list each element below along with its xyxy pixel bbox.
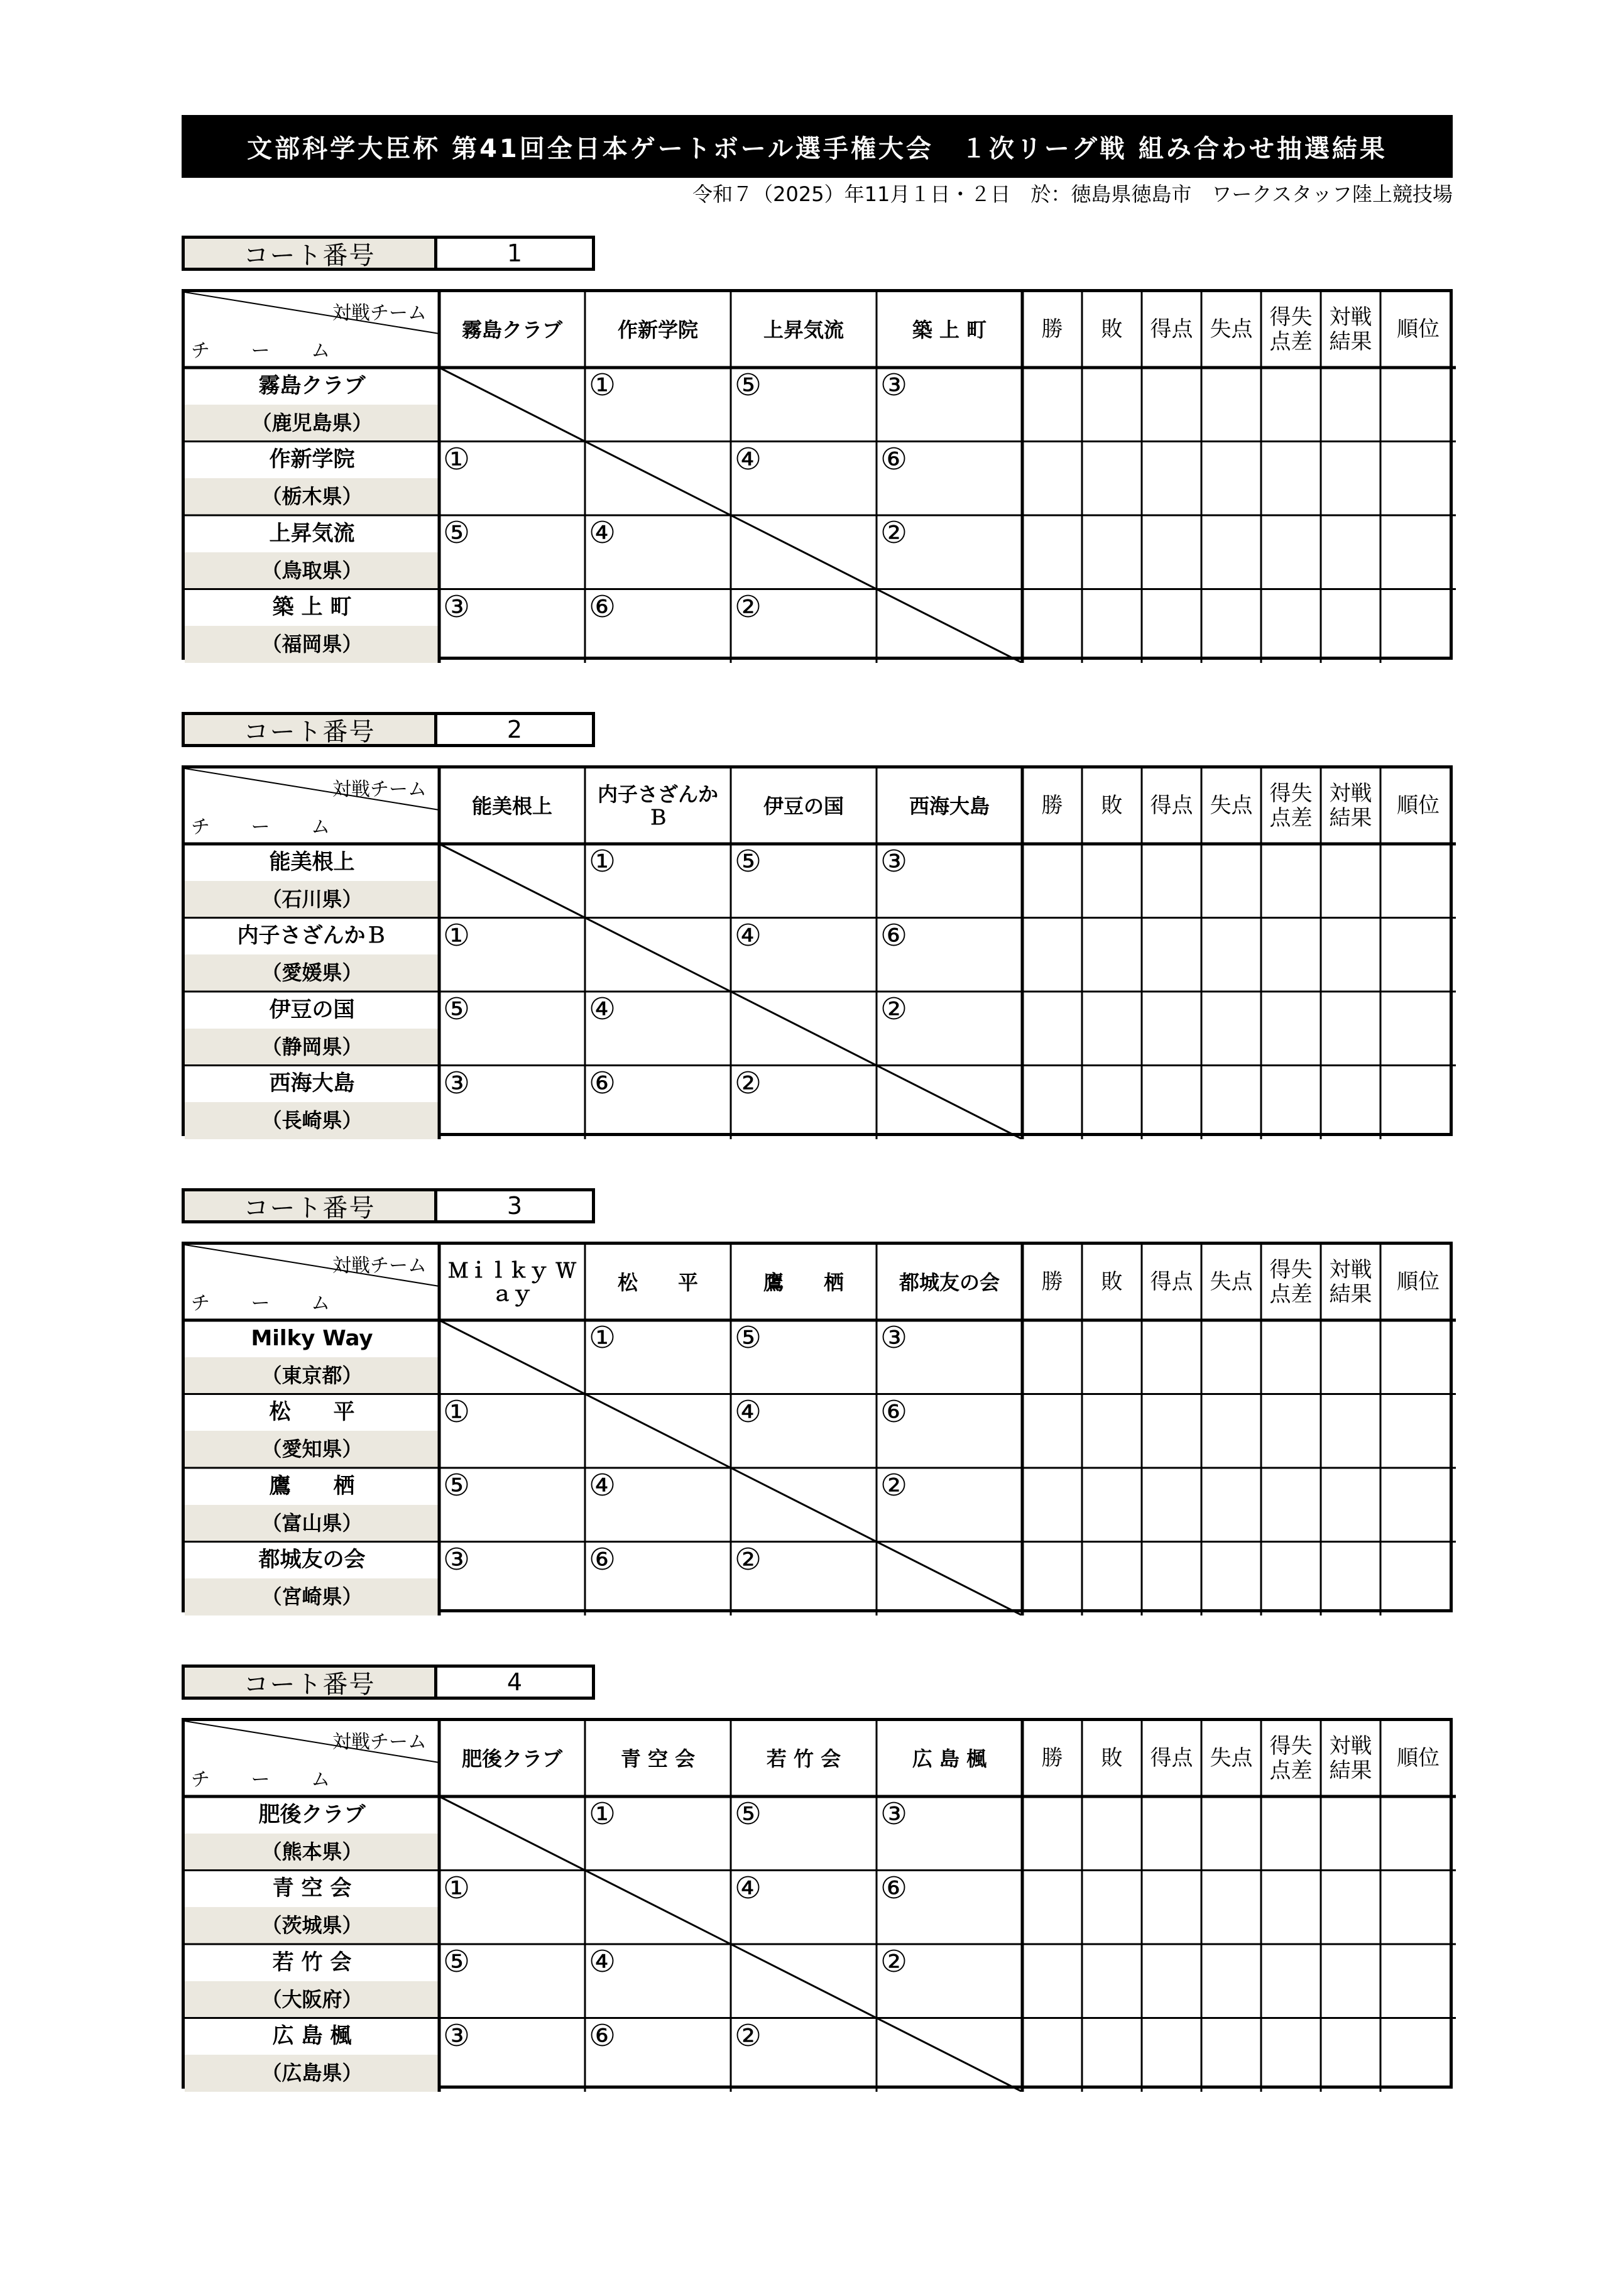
stat-header: 敗 [1101, 793, 1123, 819]
match-order-number: ④ [589, 515, 616, 550]
match-order-number: ① [589, 1320, 616, 1355]
row-prefecture: （熊本県） [261, 1839, 363, 1864]
row-prefecture: （鳥取県） [261, 558, 363, 582]
court-number-label: コート番号 [185, 239, 437, 268]
match-order-number: ④ [589, 1944, 616, 1979]
match-order-number: ⑥ [880, 441, 908, 477]
stat-header: 対戦 結果 [1329, 1733, 1372, 1783]
court-block [182, 236, 1453, 660]
row-team-name: 松 平 [269, 1399, 355, 1425]
row-prefecture: （愛知県） [261, 1437, 363, 1462]
match-order-number: ③ [443, 2018, 471, 2053]
header-team-label: チ ー ム [191, 1769, 348, 1791]
match-order-number: ⑥ [589, 2018, 616, 2053]
match-order-number: ④ [735, 441, 762, 477]
row-team-name: 伊豆の国 [269, 997, 355, 1022]
court-number-box [182, 236, 595, 271]
row-prefecture: （広島県） [261, 2061, 363, 2086]
stat-header: 対戦 結果 [1329, 780, 1372, 831]
row-prefecture: （静岡県） [261, 1034, 363, 1059]
row-team-name: 霧島クラブ [258, 373, 366, 398]
header-team-label: チ ー ム [191, 340, 348, 362]
stat-header: 敗 [1101, 317, 1123, 342]
row-prefecture: （愛媛県） [261, 961, 363, 985]
match-order-number: ⑥ [589, 1541, 616, 1577]
row-prefecture: （福岡県） [261, 632, 363, 657]
match-order-number: ③ [880, 844, 908, 879]
match-order-number: ④ [735, 1870, 762, 1906]
match-order-number: ② [880, 992, 908, 1027]
column-team-name: 広 島 楓 [912, 1746, 987, 1771]
court-number-label: コート番号 [185, 715, 437, 744]
column-team-name: 都城友の会 [899, 1270, 1000, 1294]
match-order-number: ⑥ [589, 589, 616, 625]
stat-header: 勝 [1041, 1269, 1063, 1295]
stat-header: 得失 点差 [1269, 1257, 1313, 1307]
column-team-name: 築 上 町 [912, 317, 987, 342]
stat-header: 対戦 結果 [1329, 304, 1372, 354]
court-number-box [182, 712, 595, 747]
match-order-number: ③ [880, 1796, 908, 1832]
match-order-number: ① [443, 441, 471, 477]
header-team-label: チ ー ム [191, 816, 348, 838]
stat-header: 勝 [1041, 1746, 1063, 1771]
match-order-number: ① [589, 368, 616, 403]
document-subtitle: 令和７（2025）年11月１日・２日 於：徳島県徳島市 ワークスタッフ陸上競技場 [692, 182, 1453, 206]
row-prefecture: （栃木県） [261, 484, 363, 509]
match-order-number: ⑤ [735, 1796, 762, 1832]
match-order-number: ② [735, 1065, 762, 1101]
league-table [182, 1718, 1453, 2089]
stat-header: 失点 [1210, 1746, 1253, 1771]
match-order-number: ① [443, 917, 471, 953]
match-order-number: ① [589, 1796, 616, 1832]
stat-header: 失点 [1210, 793, 1253, 819]
column-team-name: 鷹 栖 [763, 1270, 844, 1294]
stat-header: 得失 点差 [1269, 1733, 1313, 1783]
match-order-number: ⑤ [735, 368, 762, 403]
row-team-name: 能美根上 [269, 849, 355, 875]
row-prefecture: （石川県） [261, 887, 363, 911]
column-team-name: 松 平 [617, 1270, 698, 1294]
match-order-number: ② [735, 589, 762, 625]
row-team-name: 広 島 楓 [272, 2023, 352, 2049]
stat-header: 得点 [1150, 793, 1193, 819]
court-block [182, 1188, 1453, 1612]
match-order-number: ⑤ [443, 1468, 471, 1503]
match-order-number: ④ [589, 992, 616, 1027]
court-number-box [182, 1665, 595, 1700]
court-number-value: 3 [506, 1192, 523, 1220]
row-team-name: 築 上 町 [272, 594, 352, 620]
match-order-number: ① [589, 844, 616, 879]
column-team-name: 肥後クラブ [461, 1746, 562, 1771]
stat-header: 得失 点差 [1269, 780, 1313, 831]
row-prefecture: （富山県） [261, 1511, 363, 1535]
column-team-name: 青 空 会 [620, 1746, 696, 1771]
row-team-name: 内子さざんかＢ [237, 923, 387, 949]
header-team-label: チ ー ム [191, 1293, 348, 1315]
stat-header: 順位 [1397, 793, 1440, 819]
match-order-number: ② [880, 1944, 908, 1979]
header-opponents-label: 対戦チーム [332, 1255, 427, 1277]
row-team-name: 西海大島 [269, 1071, 355, 1096]
match-order-number: ⑤ [443, 1944, 471, 1979]
row-team-name: 作新学院 [269, 447, 355, 473]
stat-header: 得点 [1150, 1269, 1193, 1295]
match-order-number: ⑥ [880, 1394, 908, 1430]
stat-header: 失点 [1210, 317, 1253, 342]
row-prefecture: （大阪府） [261, 1987, 363, 2011]
stat-header: 順位 [1397, 1746, 1440, 1771]
stat-header: 敗 [1101, 1746, 1123, 1771]
court-number-label: コート番号 [185, 1191, 437, 1220]
row-team-name: Milky Way [251, 1325, 373, 1351]
match-order-number: ③ [443, 1065, 471, 1101]
stat-header: 順位 [1397, 1269, 1440, 1295]
match-order-number: ④ [735, 917, 762, 953]
stat-header: 順位 [1397, 317, 1440, 342]
row-team-name: 鷹 栖 [269, 1473, 355, 1499]
match-order-number: ⑤ [735, 1320, 762, 1355]
league-table [182, 289, 1453, 660]
match-order-number: ② [735, 1541, 762, 1577]
column-team-name: 伊豆の国 [763, 794, 844, 818]
row-prefecture: （長崎県） [261, 1108, 363, 1133]
header-opponents-label: 対戦チーム [332, 779, 427, 801]
header-opponents-label: 対戦チーム [332, 1731, 427, 1753]
match-order-number: ② [735, 2018, 762, 2053]
stat-header: 得点 [1150, 317, 1193, 342]
column-team-name: 若 竹 会 [766, 1746, 841, 1771]
stat-header: 敗 [1101, 1269, 1123, 1295]
stat-header: 勝 [1041, 317, 1063, 342]
document-title: 文部科学大臣杯 第41回全日本ゲートボール選手権大会 １次リーグ戦 組み合わせ抽選結果 [182, 115, 1453, 178]
court-number-value: 2 [506, 716, 523, 743]
match-order-number: ⑥ [880, 917, 908, 953]
match-order-number: ① [443, 1394, 471, 1430]
league-table [182, 1242, 1453, 1612]
row-prefecture: （東京都） [261, 1363, 363, 1387]
court-block [182, 1665, 1453, 2089]
row-prefecture: （茨城県） [261, 1913, 363, 1938]
match-order-number: ⑥ [880, 1870, 908, 1906]
column-team-name: 西海大島 [909, 794, 990, 818]
stat-header: 得点 [1150, 1746, 1193, 1771]
court-number-label: コート番号 [185, 1668, 437, 1697]
column-team-name: 作新学院 [617, 317, 698, 342]
stat-header: 勝 [1041, 793, 1063, 819]
court-number-value: 1 [506, 239, 523, 267]
match-order-number: ⑥ [589, 1065, 616, 1101]
stat-header: 失点 [1210, 1269, 1253, 1295]
match-order-number: ⑤ [735, 844, 762, 879]
row-team-name: 上昇気流 [269, 520, 355, 546]
row-team-name: 若 竹 会 [272, 1949, 352, 1975]
column-team-name: 内子さざんか Ｂ [597, 782, 718, 829]
header-opponents-label: 対戦チーム [332, 302, 427, 324]
row-team-name: 肥後クラブ [258, 1801, 366, 1827]
match-order-number: ⑤ [443, 992, 471, 1027]
league-table [182, 765, 1453, 1136]
court-number-value: 4 [506, 1668, 523, 1696]
stat-header: 対戦 結果 [1329, 1257, 1372, 1307]
match-order-number: ③ [880, 368, 908, 403]
match-order-number: ② [880, 515, 908, 550]
column-team-name: Ｍｉｌｋｙ Ｗ ａｙ [448, 1259, 576, 1306]
match-order-number: ③ [880, 1320, 908, 1355]
match-order-number: ④ [735, 1394, 762, 1430]
column-team-name: 能美根上 [471, 794, 552, 818]
match-order-number: ③ [443, 589, 471, 625]
match-order-number: ⑤ [443, 515, 471, 550]
row-team-name: 都城友の会 [258, 1547, 366, 1573]
row-team-name: 青 空 会 [272, 1876, 352, 1901]
column-team-name: 霧島クラブ [461, 317, 562, 342]
court-block [182, 712, 1453, 1136]
stat-header: 得失 点差 [1269, 304, 1313, 354]
match-order-number: ④ [589, 1468, 616, 1503]
match-order-number: ③ [443, 1541, 471, 1577]
match-order-number: ① [443, 1870, 471, 1906]
court-number-box [182, 1188, 595, 1223]
match-order-number: ② [880, 1468, 908, 1503]
row-prefecture: （鹿児島県） [251, 410, 373, 435]
row-prefecture: （宮崎県） [261, 1585, 363, 1609]
column-team-name: 上昇気流 [763, 317, 844, 342]
